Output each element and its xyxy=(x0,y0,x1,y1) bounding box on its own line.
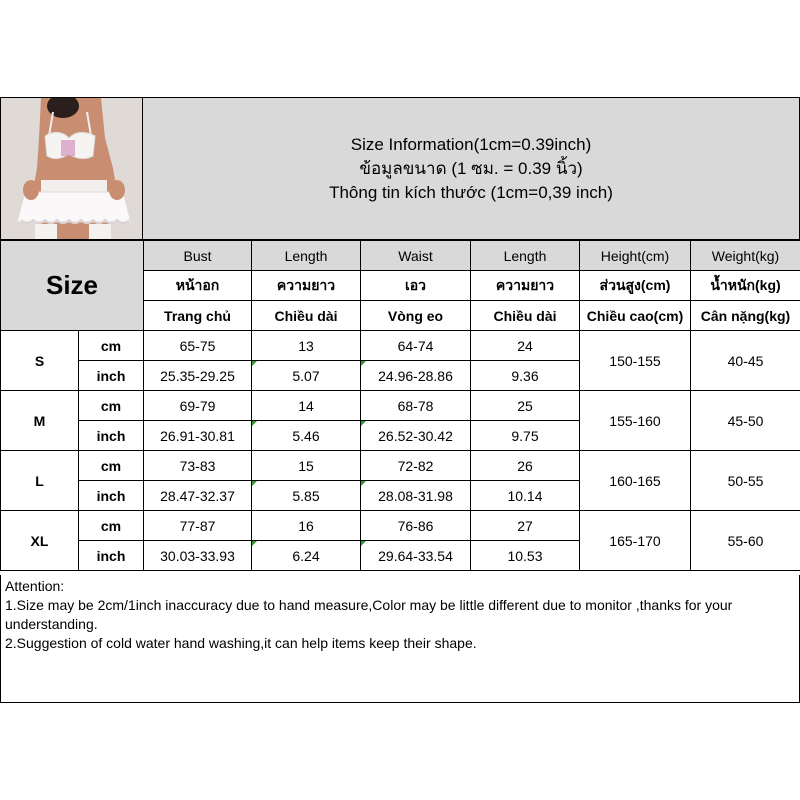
size-table xyxy=(0,240,800,571)
column-header: Trang chủ xyxy=(144,301,252,331)
table-cell: 26.91-30.81 xyxy=(144,421,252,451)
table-row-cm xyxy=(1,391,800,421)
table-cell: 65-75 xyxy=(144,331,252,361)
size-label: S xyxy=(1,331,79,391)
column-header: Chiều dài xyxy=(252,301,361,331)
column-header: ส่วนสูง(cm) xyxy=(580,271,691,301)
size-column-header: Size xyxy=(1,241,144,331)
height-cell: 150-155 xyxy=(580,331,691,391)
product-photo xyxy=(0,97,143,240)
size-chart-sheet xyxy=(0,97,800,703)
table-cell: 9.75 xyxy=(471,421,580,451)
height-cell: 155-160 xyxy=(580,391,691,451)
table-cell: 27 xyxy=(471,511,580,541)
column-header: Length xyxy=(471,241,580,271)
size-label: M xyxy=(1,391,79,451)
column-header: เอว xyxy=(361,271,471,301)
size-label: L xyxy=(1,451,79,511)
table-cell: 28.08-31.98 xyxy=(361,481,471,511)
table-cell: 73-83 xyxy=(144,451,252,481)
height-cell: 165-170 xyxy=(580,511,691,571)
table-cell: 26 xyxy=(471,451,580,481)
attention-note-1: 1.Size may be 2cm/1inch inaccuracy due to hand measure,Color may be little different due to monitor ,thanks for your understanding. xyxy=(5,597,733,632)
table-cell: 72-82 xyxy=(361,451,471,481)
unit-label: inch xyxy=(79,481,144,511)
table-cell: 30.03-33.93 xyxy=(144,541,252,571)
table-cell: 76-86 xyxy=(361,511,471,541)
table-cell: 16 xyxy=(252,511,361,541)
table-cell: 69-79 xyxy=(144,391,252,421)
column-header: น้ำหนัก(kg) xyxy=(691,271,800,301)
column-header: Height(cm) xyxy=(580,241,691,271)
unit-label: cm xyxy=(79,451,144,481)
column-header: Vòng eo xyxy=(361,301,471,331)
table-cell: 64-74 xyxy=(361,331,471,361)
column-header: หน้าอก xyxy=(144,271,252,301)
table-cell: 10.14 xyxy=(471,481,580,511)
table-cell: 77-87 xyxy=(144,511,252,541)
table-cell: 14 xyxy=(252,391,361,421)
attention-heading: Attention: xyxy=(5,578,65,594)
table-cell: 24 xyxy=(471,331,580,361)
table-cell: 24.96-28.86 xyxy=(361,361,471,391)
size-label: XL xyxy=(1,511,79,571)
table-cell: 26.52-30.42 xyxy=(361,421,471,451)
table-cell: 13 xyxy=(252,331,361,361)
weight-cell: 40-45 xyxy=(691,331,800,391)
table-cell: 5.07 xyxy=(252,361,361,391)
weight-cell: 45-50 xyxy=(691,391,800,451)
header-row-english xyxy=(1,241,800,271)
column-header: Weight(kg) xyxy=(691,241,800,271)
column-header: ความยาว xyxy=(252,271,361,301)
attention-notes xyxy=(0,575,800,703)
title-vietnamese: Thông tin kích thước (1cm=0,39 inch) xyxy=(329,182,613,202)
column-header: Waist xyxy=(361,241,471,271)
size-information-title xyxy=(143,97,800,240)
table-cell: 25 xyxy=(471,391,580,421)
column-header: Length xyxy=(252,241,361,271)
unit-label: cm xyxy=(79,391,144,421)
table-cell: 25.35-29.25 xyxy=(144,361,252,391)
unit-label: cm xyxy=(79,331,144,361)
table-cell: 6.24 xyxy=(252,541,361,571)
table-row-cm xyxy=(1,451,800,481)
column-header: Chiều cao(cm) xyxy=(580,301,691,331)
table-cell: 5.85 xyxy=(252,481,361,511)
table-row-cm xyxy=(1,511,800,541)
height-cell: 160-165 xyxy=(580,451,691,511)
table-cell: 5.46 xyxy=(252,421,361,451)
table-cell: 15 xyxy=(252,451,361,481)
table-cell: 28.47-32.37 xyxy=(144,481,252,511)
table-row-cm xyxy=(1,331,800,361)
unit-label: cm xyxy=(79,511,144,541)
title-thai: ข้อมูลขนาด (1 ซม. = 0.39 นิ้ว) xyxy=(359,158,583,178)
column-header: Chiều dài xyxy=(471,301,580,331)
unit-label: inch xyxy=(79,421,144,451)
column-header: ความยาว xyxy=(471,271,580,301)
table-cell: 9.36 xyxy=(471,361,580,391)
table-cell: 29.64-33.54 xyxy=(361,541,471,571)
weight-cell: 55-60 xyxy=(691,511,800,571)
attention-note-2: 2.Suggestion of cold water hand washing,it can help items keep their shape. xyxy=(5,635,477,651)
table-cell: 10.53 xyxy=(471,541,580,571)
column-header: Cân nặng(kg) xyxy=(691,301,800,331)
unit-label: inch xyxy=(79,541,144,571)
weight-cell: 50-55 xyxy=(691,451,800,511)
column-header: Bust xyxy=(144,241,252,271)
unit-label: inch xyxy=(79,361,144,391)
title-english: Size Information(1cm=0.39inch) xyxy=(350,134,592,154)
table-cell: 68-78 xyxy=(361,391,471,421)
product-photo-image xyxy=(1,98,142,239)
